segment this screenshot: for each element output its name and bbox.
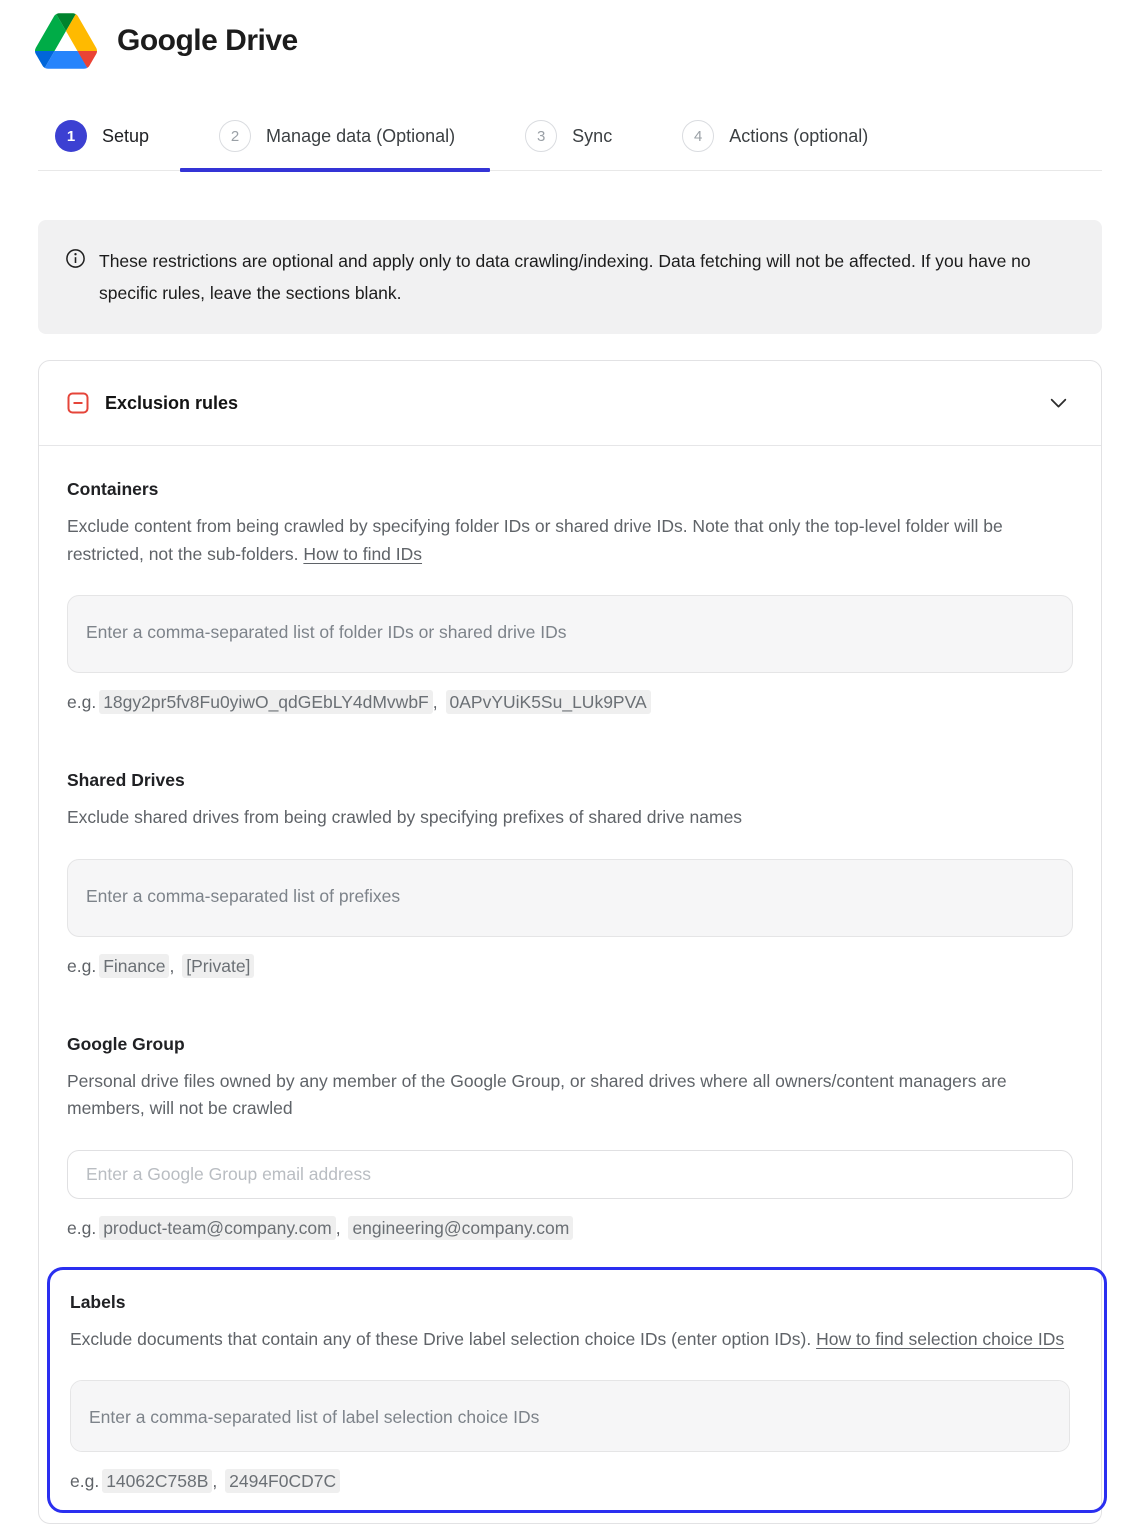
example-prefix: e.g. (70, 1471, 100, 1491)
labels-heading: Labels (70, 1291, 126, 1312)
example-chip: 2494F0CD7C (225, 1469, 340, 1493)
tab-manage-data[interactable] (219, 120, 455, 152)
labels-description (70, 1326, 1070, 1354)
stepper-tabs (38, 112, 1102, 171)
example-chip: 0APvYUiK5Su_LUk9PVA (446, 690, 651, 714)
step-3-badge: 3 (525, 120, 557, 152)
labels-description-text: Exclude documents that contain any of these Drive label selection choice IDs (enter option IDs). (70, 1328, 817, 1349)
example-separator: , (335, 1217, 341, 1238)
example-chip: 18gy2pr5fv8Fu0yiwO_qdGEbLY4dMvwbF (99, 690, 433, 714)
step-4-badge: 4 (682, 120, 714, 152)
containers-description-text: Exclude content from being crawled by specifying folder IDs or shared drive IDs. Note that only the top-level folder will be restricted, not the sub-folders. (67, 516, 1003, 564)
step-2-badge: 2 (219, 120, 251, 152)
info-banner-text: These restrictions are optional and apply only to data crawling/indexing. Data fetching will not be affected. If you have no specific rules, leave the sections blank. (99, 251, 1031, 303)
example-chip: 14062C758B (102, 1469, 212, 1493)
example-separator: , (169, 955, 175, 976)
chevron-down-icon[interactable] (1046, 394, 1071, 413)
exclusion-rules-card (38, 360, 1102, 1524)
example-prefix: e.g. (67, 955, 97, 976)
exclusion-rules-header[interactable] (39, 361, 1101, 446)
google-group-description: Personal drive files owned by any member of the Google Group, or shared drives where all owners/content managers are members, will not be crawled (67, 1070, 1007, 1118)
tab-sync-label: Sync (572, 125, 613, 146)
app-header (35, 10, 1102, 72)
section-google-group (67, 1034, 1073, 1239)
containers-heading: Containers (67, 479, 159, 499)
step-1-badge: 1 (55, 120, 87, 152)
example-prefix: e.g. (67, 1217, 97, 1238)
example-chip: [Private] (182, 954, 254, 978)
tab-sync[interactable] (525, 120, 612, 152)
example-chip: product-team@company.com (99, 1216, 336, 1240)
example-separator: , (432, 692, 438, 712)
info-icon (65, 248, 86, 269)
containers-description (67, 513, 1073, 568)
tab-setup-label: Setup (102, 125, 150, 146)
example-prefix: e.g. (67, 692, 97, 712)
section-labels (70, 1292, 1070, 1493)
shared-drives-heading: Shared Drives (67, 770, 185, 790)
google-drive-logo-icon (35, 13, 97, 69)
tab-actions-label: Actions (optional) (729, 125, 869, 146)
info-banner (38, 220, 1102, 334)
google-group-input[interactable] (67, 1150, 1073, 1199)
example-chip: engineering@company.com (348, 1216, 573, 1240)
tab-setup[interactable] (55, 120, 149, 152)
exclusion-rules-title: Exclusion rules (105, 392, 239, 413)
google-group-example (67, 1218, 1073, 1239)
active-tab-indicator (180, 168, 490, 172)
how-to-find-ids-link[interactable]: How to find IDs (303, 543, 423, 564)
shared-drives-example (67, 956, 1073, 977)
containers-example (67, 692, 1073, 713)
section-shared-drives (67, 770, 1073, 977)
tab-manage-data-label: Manage data (Optional) (266, 125, 456, 146)
shared-drives-description: Exclude shared drives from being crawled by specifying prefixes of shared drive names (67, 807, 743, 827)
google-group-heading: Google Group (67, 1033, 185, 1054)
section-containers (67, 479, 1073, 713)
example-chip: Finance (99, 954, 169, 978)
labels-example (70, 1471, 1070, 1492)
minus-square-icon[interactable] (67, 392, 89, 414)
how-to-find-selection-choice-ids-link[interactable]: How to find selection choice IDs (816, 1328, 1065, 1349)
exclusion-rules-body (39, 446, 1101, 1523)
labels-input[interactable] (70, 1380, 1070, 1452)
example-separator: , (212, 1471, 218, 1491)
tab-actions[interactable] (682, 120, 868, 152)
page-title: Google Drive (117, 24, 298, 57)
labels-focus-ring (47, 1267, 1107, 1514)
shared-drives-input[interactable] (67, 859, 1073, 937)
containers-input[interactable] (67, 595, 1073, 673)
